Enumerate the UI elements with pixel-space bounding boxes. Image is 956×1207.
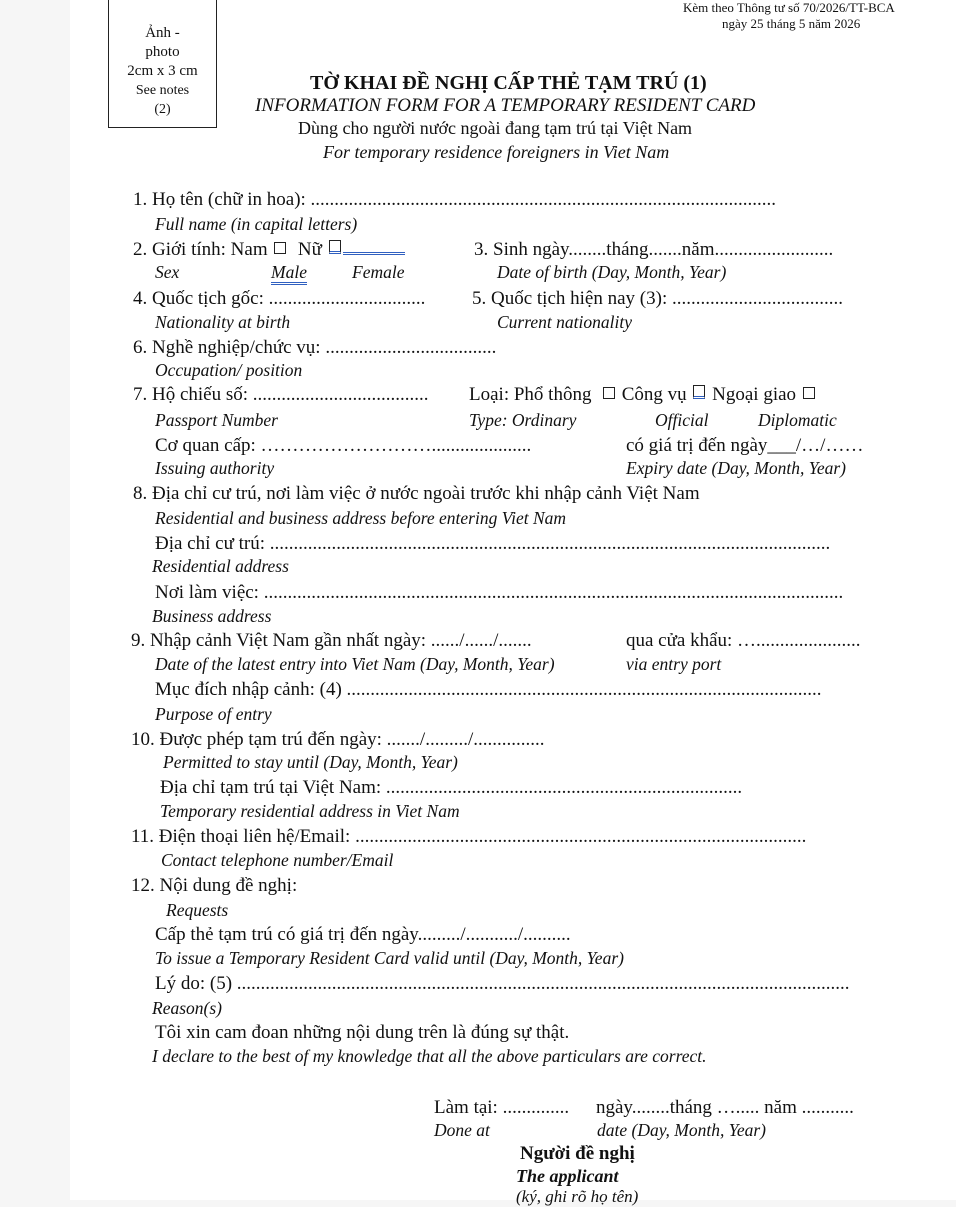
signature-date-label-en: date (Day, Month, Year) xyxy=(597,1120,766,1140)
applicant-label-en: The applicant xyxy=(516,1166,619,1186)
temporary-address-label-en: Temporary residential address in Viet Nam xyxy=(160,801,460,821)
card-validity-label-en: To issue a Temporary Resident Card valid until (Day, Month, Year) xyxy=(155,948,624,968)
male-label-text: Male xyxy=(271,262,307,285)
type-diplomatic-label: Ngoại giao xyxy=(712,384,797,405)
requests-heading: 12. Nội dung đề nghị: xyxy=(131,875,298,896)
signature-date-field[interactable]: ngày........tháng …..... năm ........... xyxy=(596,1097,854,1118)
entry-purpose-field[interactable]: Mục đích nhập cảnh: (4) .................................................................................................... xyxy=(155,679,822,700)
card-validity-field[interactable]: Cấp thẻ tạm trú có giá trị đến ngày........./.........../.......... xyxy=(155,924,571,945)
title-en: INFORMATION FORM FOR A TEMPORARY RESIDENT CARD xyxy=(255,95,756,116)
current-nationality-label-en: Current nationality xyxy=(497,312,632,332)
requests-heading-en: Requests xyxy=(166,900,229,920)
declaration-en: I declare to the best of my knowledge that all the above particulars are correct. xyxy=(152,1046,707,1066)
entry-port-label-en: via entry port xyxy=(626,654,722,674)
business-address-label-en: Business address xyxy=(152,606,272,626)
current-nationality-field[interactable]: 5. Quốc tịch hiện nay (3): .................................... xyxy=(472,288,843,309)
latest-entry-date-field[interactable]: 9. Nhập cảnh Việt Nam gần nhất ngày: ....../....../....... xyxy=(131,630,532,651)
sex-label-male: 2. Giới tính: Nam xyxy=(133,239,268,260)
male-checkbox[interactable] xyxy=(274,242,286,254)
sex-field xyxy=(133,239,405,261)
passport-number-label-en: Passport Number xyxy=(155,410,278,430)
signature-note: (ký, ghi rõ họ tên) xyxy=(516,1187,639,1206)
ordinary-checkbox[interactable] xyxy=(603,387,615,399)
sex-label-en: Sex xyxy=(155,262,180,282)
type-diplomatic-label-en: Diplomatic xyxy=(758,410,837,430)
photo-size: 2cm x 3 cm xyxy=(127,63,198,79)
contact-label-en: Contact telephone number/Email xyxy=(161,850,394,870)
passport-number-field[interactable]: 7. Hộ chiếu số: ..................................... xyxy=(133,384,429,405)
photo-note-ref: (2) xyxy=(154,102,171,117)
declaration-vn: Tôi xin cam đoan những nội dung trên là đúng sự thật. xyxy=(155,1022,570,1043)
passport-expiry-label-en: Expiry date (Day, Month, Year) xyxy=(626,458,847,478)
permitted-stay-field[interactable]: 10. Được phép tạm trú đến ngày: ......./........./............... xyxy=(131,729,545,750)
reason-label-en: Reason(s) xyxy=(152,998,222,1018)
entry-port-field[interactable]: qua cửa khẩu: …...................... xyxy=(626,630,861,651)
date-of-birth-field[interactable]: 3. Sinh ngày........tháng.......năm......................... xyxy=(474,239,834,260)
sex-label-female: Nữ xyxy=(297,239,322,260)
photo-note: See notes xyxy=(135,83,190,98)
official-checkbox[interactable] xyxy=(693,385,705,399)
subtitle-en: For temporary residence foreigners in Viet Nam xyxy=(323,142,670,162)
subtitle-vn: Dùng cho người nước ngoài đang tạm trú tại Việt Nam xyxy=(298,118,693,138)
nationality-birth-label-en: Nationality at birth xyxy=(155,312,291,332)
issuing-authority-field[interactable]: Cơ quan cấp: ………………………..................... xyxy=(155,435,532,456)
applicant-label-vn: Người đề nghị xyxy=(520,1143,635,1164)
passport-expiry-field[interactable]: có giá trị đến ngày___/…/…… xyxy=(626,435,864,456)
photo-label-2: photo xyxy=(145,44,180,60)
photo-box xyxy=(108,0,217,128)
type-ordinary-label-en: Type: Ordinary xyxy=(469,410,577,430)
prior-address-heading: 8. Địa chỉ cư trú, nơi làm việc ở nước ngoài trước khi nhập cảnh Việt Nam xyxy=(133,483,700,504)
entry-purpose-label-en: Purpose of entry xyxy=(155,704,272,724)
type-official-label-en: Official xyxy=(655,410,709,430)
done-at-label-en: Done at xyxy=(434,1120,490,1140)
female-checkbox[interactable] xyxy=(329,240,341,254)
photo-label-1: Ảnh - xyxy=(145,25,180,41)
residential-address-field[interactable]: Địa chỉ cư trú: ...................................................................................................................... xyxy=(155,533,831,554)
male-label-en xyxy=(271,262,307,283)
type-ordinary-label: Loại: Phổ thông xyxy=(469,384,592,405)
residential-address-label-en: Residential address xyxy=(152,556,289,576)
female-label-en: Female xyxy=(352,262,405,282)
full-name-label-en: Full name (in capital letters) xyxy=(155,214,358,234)
title-vn: TỜ KHAI ĐỀ NGHỊ CẤP THẺ TẠM TRÚ (1) xyxy=(310,72,707,94)
latest-entry-date-label-en: Date of the latest entry into Viet Nam (Day, Month, Year) xyxy=(155,654,555,674)
temporary-address-field[interactable]: Địa chỉ tạm trú tại Việt Nam: ........................................................................... xyxy=(160,777,743,798)
full-name-field[interactable]: 1. Họ tên (chữ in hoa): .................................................................................................. xyxy=(133,189,777,210)
type-official-label: Công vụ xyxy=(621,384,687,405)
done-at-field[interactable]: Làm tại: .............. xyxy=(434,1097,570,1118)
business-address-field[interactable]: Nơi làm việc: .......................................................................................................................... xyxy=(155,582,844,603)
circular-reference: Kèm theo Thông tư số 70/2026/TT-BCA xyxy=(683,0,895,15)
permitted-stay-label-en: Permitted to stay until (Day, Month, Year) xyxy=(163,752,458,772)
nationality-birth-field[interactable]: 4. Quốc tịch gốc: ................................. xyxy=(133,288,426,309)
issuing-authority-label-en: Issuing authority xyxy=(155,458,275,478)
passport-type-field xyxy=(469,384,817,406)
contact-field[interactable]: 11. Điện thoại liên hệ/Email: ............................................................................................... xyxy=(131,826,807,847)
reason-field[interactable]: Lý do: (5) ................................................................................................................................. xyxy=(155,973,850,994)
prior-address-heading-en: Residential and business address before entering Viet Nam xyxy=(155,508,567,528)
blue-mark xyxy=(343,240,405,255)
diplomatic-checkbox[interactable] xyxy=(803,387,815,399)
date-of-birth-label-en: Date of birth (Day, Month, Year) xyxy=(497,262,727,282)
circular-date: ngày 25 tháng 5 năm 2026 xyxy=(722,16,861,31)
occupation-field[interactable]: 6. Nghề nghiệp/chức vụ: .................................... xyxy=(133,337,497,358)
occupation-label-en: Occupation/ position xyxy=(155,360,303,380)
